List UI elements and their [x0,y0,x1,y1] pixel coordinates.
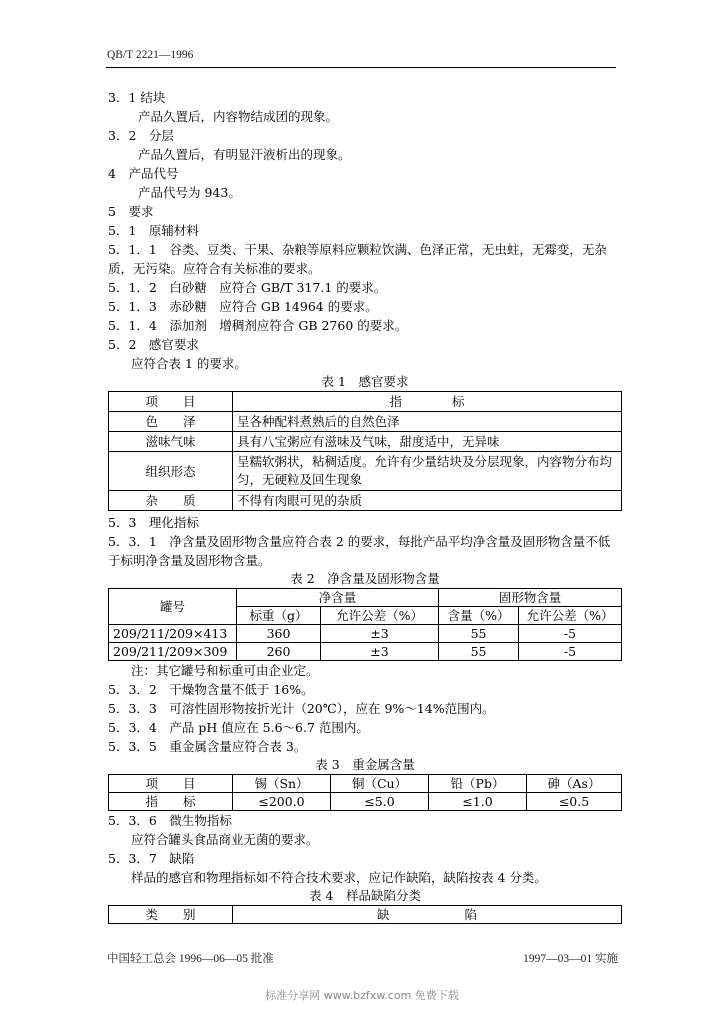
table2-head-can: 罐号 [109,589,237,625]
table2-cell: 209/211/209×309 [109,643,237,661]
table1-cell: 具有八宝粥应有滋味及气味，甜度适中，无异味 [233,432,622,452]
table3-head-cell: 锡（Sn） [233,775,331,793]
clause-5-3-4: 5．3．4 产品 pH 值应在 5.6～6.7 范围内。 [108,720,369,735]
paragraph-3-1: 产品久置后，内容物结成团的现象。 [138,109,339,124]
table3-cell: 指 标 [109,793,233,811]
table3-head-cell: 项 目 [109,775,233,793]
table3-cell: ≤200.0 [233,793,331,811]
clause-5-3-3: 5．3．3 可溶性固形物按折光计（20℃），应在 9%～14%范围内。 [108,701,495,716]
site-watermark: 标准分享网 www.bzfxw.com 免费下载 [265,989,459,1002]
heading-5-3: 5．3 理化指标 [108,515,199,530]
table-row [109,491,622,511]
document-body [108,88,622,924]
paragraph-5-3-6: 应符合罐头食品商业无菌的要求。 [131,832,319,847]
table4-head-defect: 缺 陷 [233,906,622,924]
heading-4: 4 产品代号 [108,166,179,181]
heading-5-1: 5．1 原辅材料 [108,223,199,238]
table2-cell: 260 [237,643,321,661]
table1-head-item: 项 目 [109,392,233,412]
table3-cell: ≤5.0 [331,793,429,811]
table3-caption: 表 3 重金属含量 [315,757,415,772]
table-row [109,452,622,491]
standard-code: QB/T 2221—1996 [107,49,194,61]
effective-date: 1997—03—01 实施 [523,953,618,965]
clause-5-3-5: 5．3．5 重金属含量应符合表 3。 [108,739,307,754]
table3-cell: ≤0.5 [527,793,622,811]
clause-5-3-2: 5．3．2 干燥物含量不低于 16%。 [108,682,314,697]
table2-cell: 209/211/209×413 [109,625,237,643]
table3-heavy-metals [108,774,622,811]
table-row [109,625,622,643]
table1-caption: 表 1 感官要求 [321,374,409,389]
table3-head-cell: 铅（Pb） [429,775,527,793]
heading-3-2: 3．2 分层 [108,128,174,143]
clause-5-1-2: 5．1．2 白砂糖 应符合 GB/T 317.1 的要求。 [108,280,387,295]
paragraph-3-2: 产品久置后，有明显汗液析出的现象。 [138,147,351,162]
table3-head-cell: 铜（Cu） [331,775,429,793]
paragraph-4: 产品代号为 943。 [138,185,241,200]
table1-cell: 不得有肉眼可见的杂质 [233,491,622,511]
table3-head-cell: 砷（As） [527,775,622,793]
paragraph-5-2: 应符合表 1 的要求。 [131,356,247,371]
table-row [109,432,622,452]
table1-cell: 滋味气味 [109,432,233,452]
heading-5-2: 5．2 感官要求 [108,337,199,352]
header-divider [106,67,616,68]
approval-date: 中国轻工总会 1996—06—05 批准 [107,953,274,965]
table2-subhead: 允许公差（%） [519,607,622,625]
table2-cell: ±3 [321,625,439,643]
table2-cell: 360 [237,625,321,643]
table2-cell: 55 [439,643,519,661]
table4-caption: 表 4 样品缺陷分类 [309,888,421,903]
table2-cell: ±3 [321,643,439,661]
paragraph-5-3-7: 样品的感官和物理指标如不符合技术要求，应记作缺陷，缺陷按表 4 分类。 [131,870,547,885]
table-row [109,412,622,432]
table2-cell: 55 [439,625,519,643]
table1-cell: 组织形态 [109,452,233,491]
table-row [109,793,622,811]
clause-5-3-1: 5．3．1 净含量及固形物含量应符合表 2 的要求，每批产品平均净含量及固形物含量不低于标明净含量及固形物含量。 [108,534,611,568]
table2-head-net: 净含量 [237,589,439,607]
table2-cell: -5 [519,625,622,643]
table2-cell: -5 [519,643,622,661]
clause-5-3-7: 5．3．7 缺陷 [108,851,195,866]
table-row [109,643,622,661]
table2-subhead: 含量（%） [439,607,519,625]
heading-5: 5 要求 [108,204,154,219]
heading-3-1: 3．1 结块 [108,90,166,105]
table1-cell: 呈糯软粥状，粘稠适度。允许有少量结块及分层现象，内容物分布均匀，无硬粒及回生现象 [233,452,622,491]
table2-caption: 表 2 净含量及固形物含量 [290,571,440,586]
table1-cell: 呈各种配料煮熟后的自然色泽 [233,412,622,432]
table2-head-solid: 固形物含量 [439,589,622,607]
table4-defects [108,905,622,924]
table4-head-category: 类 别 [109,906,233,924]
clause-5-3-6: 5．3．6 微生物指标 [108,813,232,828]
clause-5-1-1: 5．1．1 谷类、豆类、干果、杂粮等原料应颗粒饮满、色泽正常，无虫蛀，无霉变，无杂质，无污染。应符合有关标准的要求。 [108,242,607,276]
table2-subhead: 标重（g） [237,607,321,625]
table1-cell: 杂 质 [109,491,233,511]
table2-note: 注：其它罐号和标重可由企业定。 [131,663,319,678]
table3-cell: ≤1.0 [429,793,527,811]
clause-5-1-4: 5．1．4 添加剂 增稠剂应符合 GB 2760 的要求。 [108,318,408,333]
table1-sensory [108,391,622,511]
table1-cell: 色 泽 [109,412,233,432]
table1-head-index: 指 标 [233,392,622,412]
table2-subhead: 允许公差（%） [321,607,439,625]
clause-5-1-3: 5．1．3 赤砂糖 应符合 GB 14964 的要求。 [108,299,378,314]
table2-net-content [108,588,622,661]
